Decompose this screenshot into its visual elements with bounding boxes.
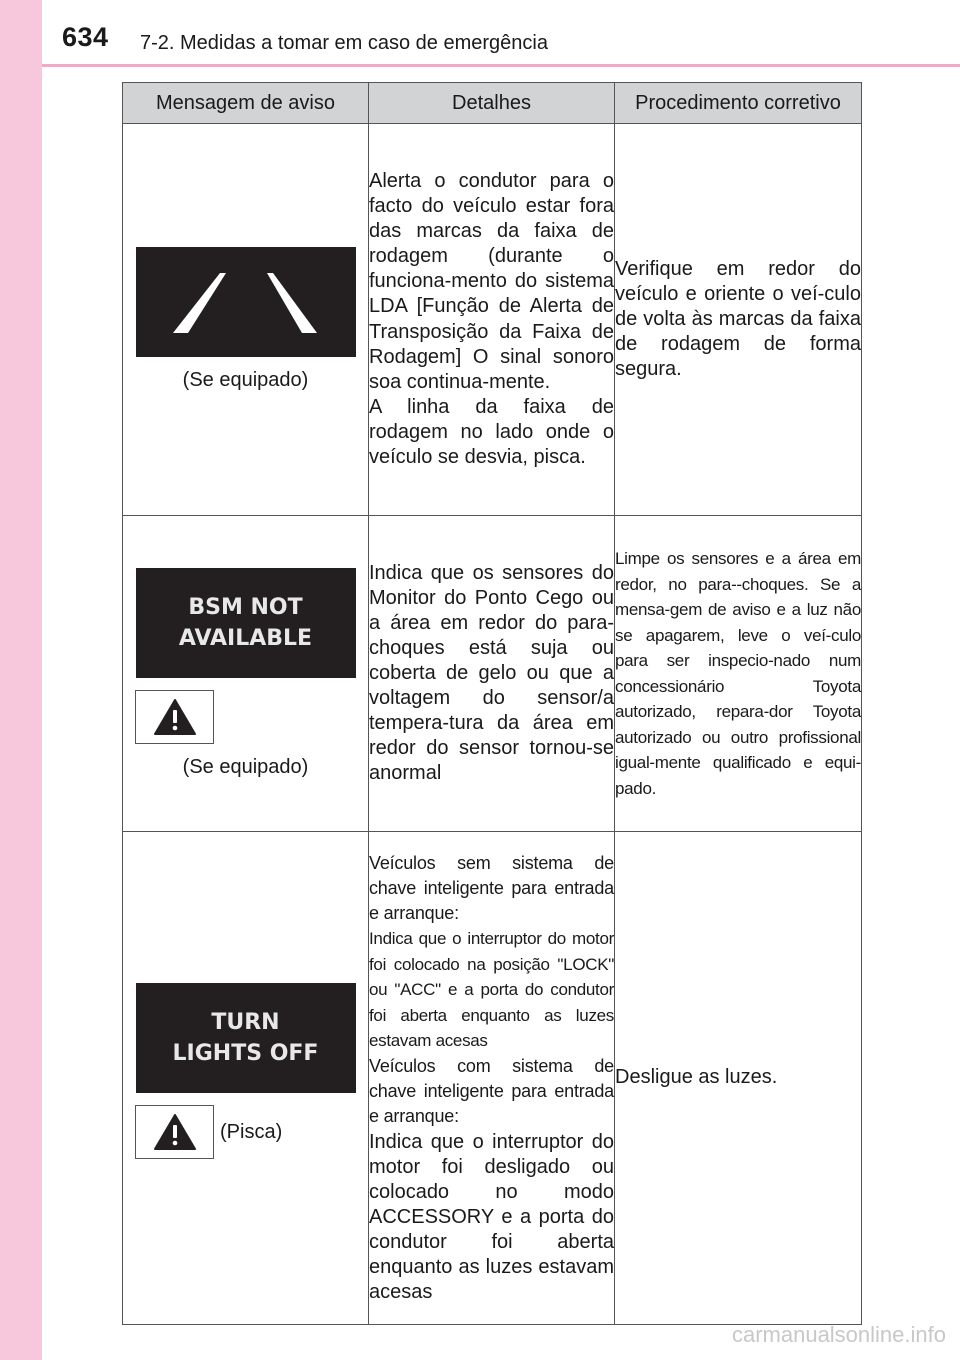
procedure-cell bbox=[615, 124, 862, 516]
lane-departure-icon bbox=[136, 247, 356, 357]
image-caption: (Se equipado) bbox=[182, 369, 309, 391]
procedure-cell bbox=[615, 516, 862, 832]
section-title: 7-2. Medidas a tomar em caso de emergência bbox=[140, 32, 548, 54]
table-row bbox=[123, 832, 862, 1325]
table-row bbox=[123, 516, 862, 832]
header-corrective-procedure: Procedimento corretivo bbox=[615, 83, 862, 124]
warning-box bbox=[135, 1105, 214, 1159]
warning-messages-table bbox=[122, 82, 862, 1325]
bsm-display-image bbox=[136, 568, 356, 678]
warning-message-cell bbox=[123, 516, 369, 832]
display-line-2: LIGHTS OFF bbox=[172, 1041, 319, 1066]
display-message-text bbox=[173, 1007, 319, 1069]
warning-message-cell bbox=[123, 832, 369, 1325]
footer-watermark: carmanualsonline.info bbox=[731, 1322, 946, 1347]
header-details: Detalhes bbox=[369, 83, 615, 124]
turn-lights-display-image bbox=[136, 983, 356, 1093]
details-a-body: Indica que o interruptor do motor foi colocado na posição "LOCK" ou "ACC" e a porta do condutor foi aberta enquanto as luzes estavam acesas bbox=[369, 929, 614, 1051]
warning-triangle-icon bbox=[153, 1113, 197, 1151]
procedure-text: Verifique em redor do veículo e oriente o veí-culo de volta às marcas da faixa de rodagem de forma segura. bbox=[615, 257, 861, 381]
image-caption: (Se equipado) bbox=[182, 756, 309, 778]
procedure-cell bbox=[615, 832, 862, 1325]
details-b-body: Indica que o interruptor do motor foi desligado ou colocado no modo ACCESSORY e a porta do condutor foi aberta enquanto as luzes estavam acesas bbox=[369, 1130, 614, 1304]
table-header-row bbox=[123, 83, 862, 124]
display-message-text bbox=[179, 592, 312, 654]
display-line-1: BSM NOT bbox=[188, 595, 303, 620]
lane-display-image bbox=[136, 247, 356, 357]
details-text: Indica que os sensores do Monitor do Ponto Cego ou a área em redor do para-choques está suja ou coberta de gelo ou que a voltagem do sensor/a tempera-tura da área em redor do sensor tornou-se anormal bbox=[369, 561, 614, 785]
procedure-text: Desligue as luzes. bbox=[615, 1066, 778, 1089]
details-cell bbox=[369, 124, 615, 516]
header-rule bbox=[42, 64, 960, 67]
header-warning-message: Mensagem de aviso bbox=[123, 83, 369, 124]
details-b-title: Veículos com sistema de chave inteligente para entrada e arranque: bbox=[369, 1055, 614, 1127]
side-color-strip bbox=[0, 0, 42, 1360]
details-text-2: A linha da faixa de rodagem no lado onde o veículo se desvia, pisca. bbox=[369, 395, 614, 468]
procedure-text: Limpe os sensores e a área em redor, no para--choques. Se a mensa-gem de aviso e a luz não se apagarem, leve o veí-culo para ser inspecio-nado num concessionário Toyota autorizado, repara-dor Toyota autorizado ou outro profissional igual-mente qualificado e equi-pado. bbox=[615, 549, 861, 798]
warning-indicator-row bbox=[135, 1105, 368, 1159]
warning-message-cell bbox=[123, 124, 369, 516]
table-row bbox=[123, 124, 862, 516]
page-number: 634 bbox=[62, 22, 109, 52]
display-line-1: TURN bbox=[211, 1010, 280, 1035]
warning-box bbox=[135, 690, 214, 744]
details-text: Alerta o condutor para o facto do veículo estar fora das marcas da faixa de rodagem (durante o funciona-mento do sistema LDA [Função de Alerta de Transposição da Faixa de Rodagem] O sinal sonoro soa continua-mente. bbox=[369, 169, 614, 393]
warning-triangle-icon bbox=[153, 698, 197, 736]
display-line-2: AVAILABLE bbox=[178, 626, 313, 651]
image-caption: (Pisca) bbox=[220, 1120, 283, 1143]
details-cell bbox=[369, 516, 615, 832]
warning-indicator-row bbox=[135, 690, 368, 744]
details-a-title: Veículos sem sistema de chave inteligente para entrada e arranque: bbox=[369, 852, 614, 924]
details-cell bbox=[369, 832, 615, 1325]
